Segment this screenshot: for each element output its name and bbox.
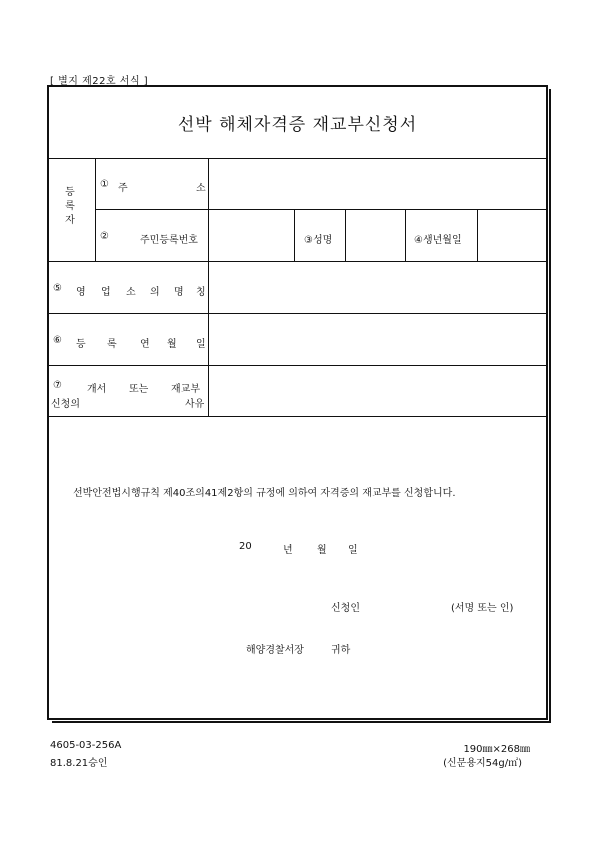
divider-row7	[49, 365, 546, 366]
business-name-char: 소	[126, 287, 136, 298]
reason-field[interactable]	[212, 369, 542, 412]
divider-name-label	[345, 209, 346, 261]
reg-date-char: 일	[196, 339, 206, 350]
divider-group	[95, 158, 96, 261]
business-name-field[interactable]	[212, 265, 542, 309]
business-name-char: 칭	[196, 287, 206, 298]
name-field[interactable]	[348, 213, 402, 258]
paper-size: 190㎜×268㎜	[463, 744, 530, 755]
recipient-label: 해양경찰서장	[246, 645, 304, 656]
name-label: ③성명	[304, 235, 333, 246]
reason-word: 재교부	[171, 384, 200, 395]
date-day-label: 일	[348, 545, 358, 556]
page-title: 선박 해체자격증 재교부신청서	[177, 115, 418, 135]
reg-date-char: 등	[76, 339, 86, 350]
reg-date-field[interactable]	[212, 317, 542, 361]
divider-birth-label	[477, 209, 478, 261]
reg-date-char: 록	[107, 339, 117, 350]
business-name-char: 영	[76, 287, 86, 298]
birth-date-label: ④생년월일	[414, 235, 462, 246]
date-month-label: 월	[317, 545, 327, 556]
reg-date-char: 월	[167, 339, 177, 350]
resident-id-field[interactable]	[211, 213, 291, 258]
divider-registrant	[95, 209, 546, 210]
honorific-label: 귀하	[331, 645, 351, 656]
form-number: [ 별지 제22호 서식 ]	[50, 76, 149, 87]
resident-id-label: 주민등록번호	[140, 235, 198, 246]
signature-label: (서명 또는 인)	[451, 603, 514, 614]
date-year-label: 년	[283, 545, 293, 556]
reason-word: 사유	[185, 399, 205, 410]
resident-id-number: ②	[100, 231, 109, 242]
address-label-1: 주	[118, 183, 128, 194]
divider-row5	[49, 261, 546, 262]
application-statement: 선박안전법시행규칙 제40조의41제2항의 규정에 의하여 자격증의 재교부를 신청합니다.	[73, 488, 456, 499]
divider-title	[49, 158, 546, 159]
business-name-char: 업	[101, 287, 111, 298]
address-field[interactable]	[212, 162, 542, 206]
paper-type: (신문용지54g/㎡)	[443, 758, 522, 769]
address-label-2: 소	[196, 183, 206, 194]
business-name-number: ⑤	[53, 283, 62, 294]
reg-date-char: 연	[140, 339, 150, 350]
business-name-char: 의	[150, 287, 160, 298]
applicant-label: 신청인	[331, 603, 360, 614]
divider-row6	[49, 313, 546, 314]
divider-name-value	[405, 209, 406, 261]
date-year-prefix: 20	[239, 541, 252, 552]
business-name-char: 명	[174, 287, 184, 298]
reason-word: 개서	[87, 384, 107, 395]
reg-date-number: ⑥	[53, 335, 62, 346]
divider-label-col	[208, 158, 209, 416]
registrant-group-label: 등록자	[65, 187, 75, 226]
applicant-name-field[interactable]	[370, 594, 445, 612]
reason-word: 신청의	[51, 399, 80, 410]
approval-date: 81.8.21승인	[50, 758, 108, 769]
birth-date-field[interactable]	[480, 213, 542, 258]
address-number: ①	[100, 179, 109, 190]
reason-word: 또는	[129, 384, 149, 395]
divider-id-value	[294, 209, 295, 261]
form-code: 4605-03-256A	[50, 740, 122, 751]
divider-body	[49, 416, 546, 417]
reason-number: ⑦	[53, 380, 62, 391]
